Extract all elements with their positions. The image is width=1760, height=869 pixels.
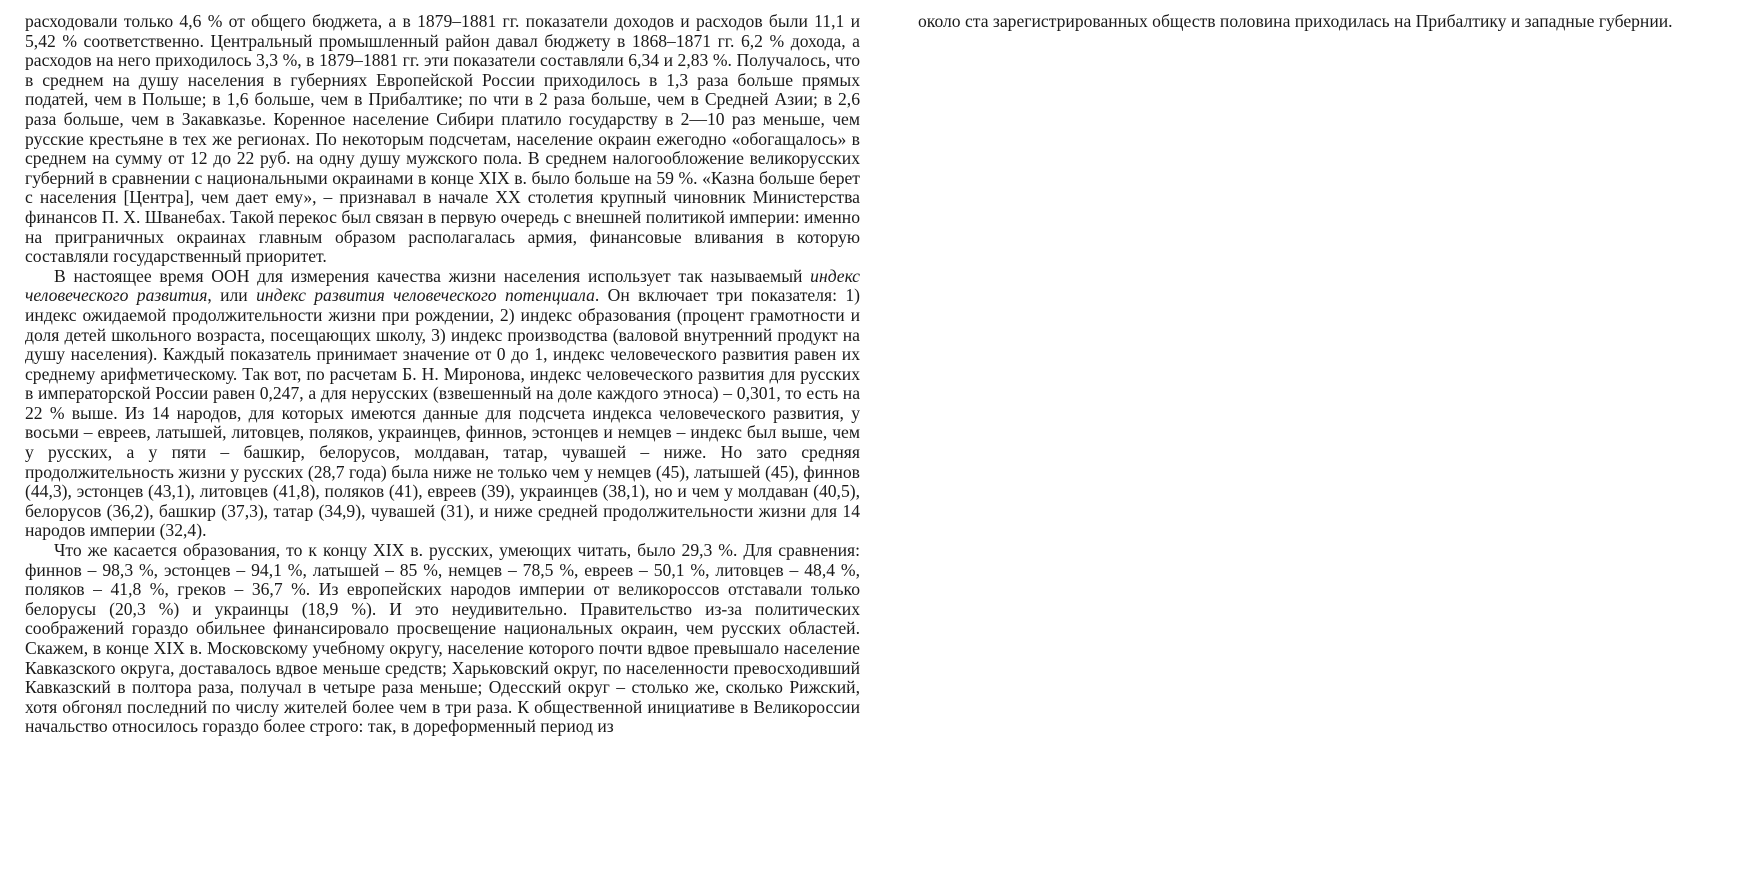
right-text-column (918, 12, 1750, 32)
paragraph-budget: расходовали только 4,6 % от общего бюджета, а в 1879–1881 гг. показатели доходов и расходов были 11,1 и 5,42 % соответственно. Центральный промышленный район давал бюджету в 1868–1871 гг. 6,2 % дохода, а расходов на него приходилось 3,3 %, в 1879–1881 гг. эти показатели составляли 6,34 и 2,83 %. Получалось, что в среднем на душу населения в губерниях Европейской России приходилось в 1,3 раза больше прямых податей, чем в Польше; в 1,6 больше, чем в Прибалтике; по чти в 2 раза больше, чем в Средней Азии; в 2,6 раза больше, чем в Закавказье. Коренное население Сибири платило государству в 2—10 раз меньше, чем русские крестьяне в тех же регионах. По некоторым подсчетам, население окраин ежегодно «обогащалось» в среднем на сумму от 12 до 22 руб. на одну душу мужского пола. В среднем налогообложение великорусских губерний в сравнении с национальными окраинами в конце XIX в. было больше на 59 %. «Казна больше берет с населения [Центра], чем дает ему», – признавал в начале XX столетия крупный чиновник Министерства финансов П. Х. Шванебах. Такой перекос был связан в первую очередь с внешней политикой империи: именно на приграничных окраинах главным образом располагалась армия, финансовые вливания в которую составляли государственный приоритет. (25, 11, 860, 267)
paragraph-hdi-text-b: , или (207, 285, 257, 306)
paragraph-education: Что же касается образования, то к концу XIX в. русских, умеющих читать, было 29,3 %. Для сравнения: финнов – 98,3 %, эстонцев – 94,1 %, латышей – 85 %, немцев – 78,5 %, евреев – 50,1 %, литовцев – 48,4 %, поляков – 41,8 %, греков – 36,7 %. Из европейских народов империи от великороссов отставали только белорусы (20,3 %) и украинцы (18,9 %). И это неудивительно. Правительство из-за политических соображений гораздо обильнее финансировало просвещение национальных окраин, чем русских областей. Скажем, в конце XIX в. Московскому учебному округу, население которого почти вдвое превышало население Кавказского округа, доставалось вдвое меньше средств; Харьковский округ, по населенности превосходивший Кавказский в полтора раза, получал в четыре раза меньше; Одесский округ – столько же, сколько Рижский, хотя обгонял последний по числу жителей более чем в три раза. К общественной инициативе в Великороссии начальство относилось гораздо более строго: так, в дореформенный период из (25, 540, 860, 737)
paragraph-societies: около ста зарегистрированных обществ половина приходилась на Прибалтику и западные губернии. (918, 11, 1673, 31)
term-hdi: индекс человеческого развития (25, 265, 860, 306)
paragraph-hdi (25, 267, 860, 541)
left-text-column (25, 12, 860, 737)
paragraph-hdi-text-c: . Он включает три показателя: 1) индекс ожидаемой продолжительности жизни при рождении, 2) индекс образования (процент грамотности и доля детей школьного возраста, посещающих школу, 3) индекс производства (валовой внутренний продукт на душу населения). Каждый показатель принимает значение от 0 до 1, индекс человеческого развития равен их среднему арифметическому. Так вот, по расчетам Б. Н. Миронова, индекс человеческого развития для русских в императорской России равен 0,247, а для нерусских (взвешенный на доле каждого этноса) – 0,301, то есть на 22 % выше. Из 14 народов, для которых имеются данные для подсчета индекса человеческого развития, у восьми – евреев, латышей, литовцев, поляков, украинцев, финнов, эстонцев и немцев – индекс был выше, чем у русских, а у пяти – башкир, белорусов, молдаван, татар, чувашей – ниже. Но зато средняя продолжительность жизни у русских (28,7 года) была ниже не только чем у немцев (45), латышей (45), финнов (44,3), эстонцев (43,1), литовцев (41,8), поляков (41), евреев (39), украинцев (38,1), но и чем у молдаван (40,5), белорусов (36,2), башкир (37,3), татар (34,9), чувашей (31), и ниже средней продолжительности жизни для 14 народов империи (32,4). (25, 285, 861, 541)
paragraph-hdi-text-a: В настоящее время ООН для измерения качества жизни населения использует так называемый (54, 265, 811, 286)
term-human-potential-index: индекс развития человеческого потенциала (256, 285, 595, 306)
